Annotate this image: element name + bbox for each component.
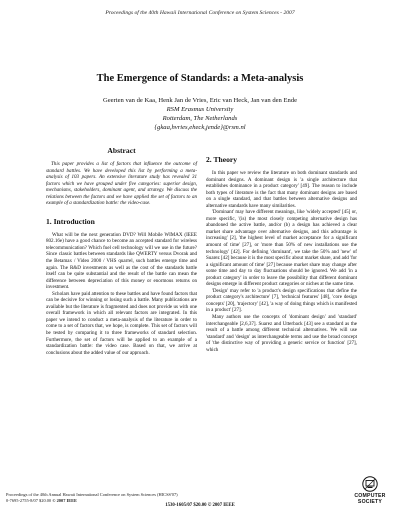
theory-paragraph: 'Design' may refer to 'a product's design specifications that define the product category's architecture' [7], 'technical features' [48], 'core design concepts' [20], 'trajectory' [42], 'a way of doing things which is manifested in a product' [27].: [206, 287, 357, 314]
theory-paragraph: In this paper we review the literature on both dominant standards and dominant designs. A dominant design is 'a single architecture that establishes dominance in a product category' [49]. The reason to include both types of literature is the fact that many dominant designs are based on a single standard, and that battles between alternative designs and alternative standards have many similarities.: [206, 170, 357, 209]
left-column: [46, 146, 197, 356]
footer-isbn: 0-7695-2755-8/07 $20.00: [6, 497, 52, 503]
logo-line-2: SOCIETY: [357, 499, 383, 505]
computer-society-wordmark: [348, 493, 392, 505]
computer-society-emblem-icon: [362, 476, 378, 492]
author-affiliation: RSM Erasmus University: [166, 106, 234, 113]
theory-heading: 2. Theory: [206, 155, 238, 164]
author-block: [0, 96, 400, 132]
footer-ieee-mark: © 2007 IEEE: [52, 497, 77, 503]
theory-paragraph: 'Dominant' may have different meanings, like 'widely accepted' [45] or, more specific, '(is) the most closely competing alternative design has abandoned the active battle, and/or (b) a design has achieved a clear market share advantage over alternative designs, and this advantage is increasing' [2], 'the highest level of market acceptance for a significant amount of time' [27], or 'more than 50% of new installations use the technology' [42]. For defining 'dominant', we take the 50% and 'new' of Suarez [42] because it is the most specific about market share, and add 'for a significant amount of time' [27] because market share may change after some time and day to day fluctuations should be ignored. We add 'in a product category' in order to leave the possibility that different dominant designs emerge in different product categories or niches at the same time.: [206, 209, 357, 288]
author-emails: {gkaa,hvries,eheck,jende}@rsm.nl: [154, 124, 246, 131]
computer-society-logo: [348, 476, 392, 510]
introduction-heading: 1. Introduction: [46, 216, 95, 226]
footer-issn: 1530-1605/07 $20.00 © 2007 IEEE: [165, 503, 235, 508]
footer-proceedings-line: Proceedings of the 40th Annual Hawaii International Conference on System Sciences (HICSS'07): [6, 492, 178, 497]
running-header: Proceedings of the 40th Hawaii International Conference on System Sciences - 2007: [105, 10, 295, 16]
right-column: [206, 155, 357, 353]
footer-left: [6, 492, 178, 503]
paper-title: The Emergence of Standards: a Meta-analysis: [96, 73, 304, 84]
abstract-heading: Abstract: [107, 146, 136, 155]
abstract-text: This paper provides a list of factors that influence the outcome of standard battles. We have developed this list by performing a meta-analysis of 103 papers. An extensive literature study has revealed 31 factors which we have grouped under five categories: superior design, mechanisms, stakeholders, dominant agent, and strategy. We discuss the relations between the factors and we have applied the set of factors to an example of a standardization battle: the video-case.: [46, 161, 197, 207]
introduction-paragraph: Scholars have paid attention to these battles and have found factors that can be decisive for winning or losing such a battle. Many publications are available but the literature is fragmented and does not provide us with one overall framework in which all relevant factors are integrated. In this paper we intend to conduct a meta-analysis of the literature in order to come to a set of factors that, we hope, is complete. This set of factors will be tested by comparing it to three frameworks of standard selection. Furthermore, the set of factors will be applied to an example of a standardization battle: the video case. Based on that, we arrive at conclusions about the added value of our approach.: [46, 290, 197, 356]
logo-line-1: COMPUTER: [354, 493, 386, 499]
theory-paragraph: Many authors use the concepts of 'dominant design' and 'standard' interchangeable [2,6,37]. Suarez and Utterback [43] see a standard as the result of a battle among different technical alternatives. We will use 'standard' and 'design' as interchangeable terms and use the broad concept of 'the distinctive way of providing a generic service or function' [27], which: [206, 314, 357, 353]
author-location: Rotterdam, The Netherlands: [162, 115, 238, 122]
introduction-paragraph: What will be the next generation DVD? Will Mobile WIMAX (IEEE 802.16e) have a good chance to become an accepted standard for wireless telecommunication? Which fuel cell technology will we use in the future? Since classic battles between standards like QWERTY versus Dvorak and the Betamax / Video 2000 / VHS quarrel, such battles emerge time and again. The R&D investments as well as the cost of the standards battle itself can be quite substantial and the result of the battle can mean the difference between depreciation of this money or enormous returns on investment.: [46, 231, 197, 291]
author-names: Geerten van de Kaa, Henk Jan de Vries, Eric van Heck, Jan van den Ende: [102, 97, 298, 104]
